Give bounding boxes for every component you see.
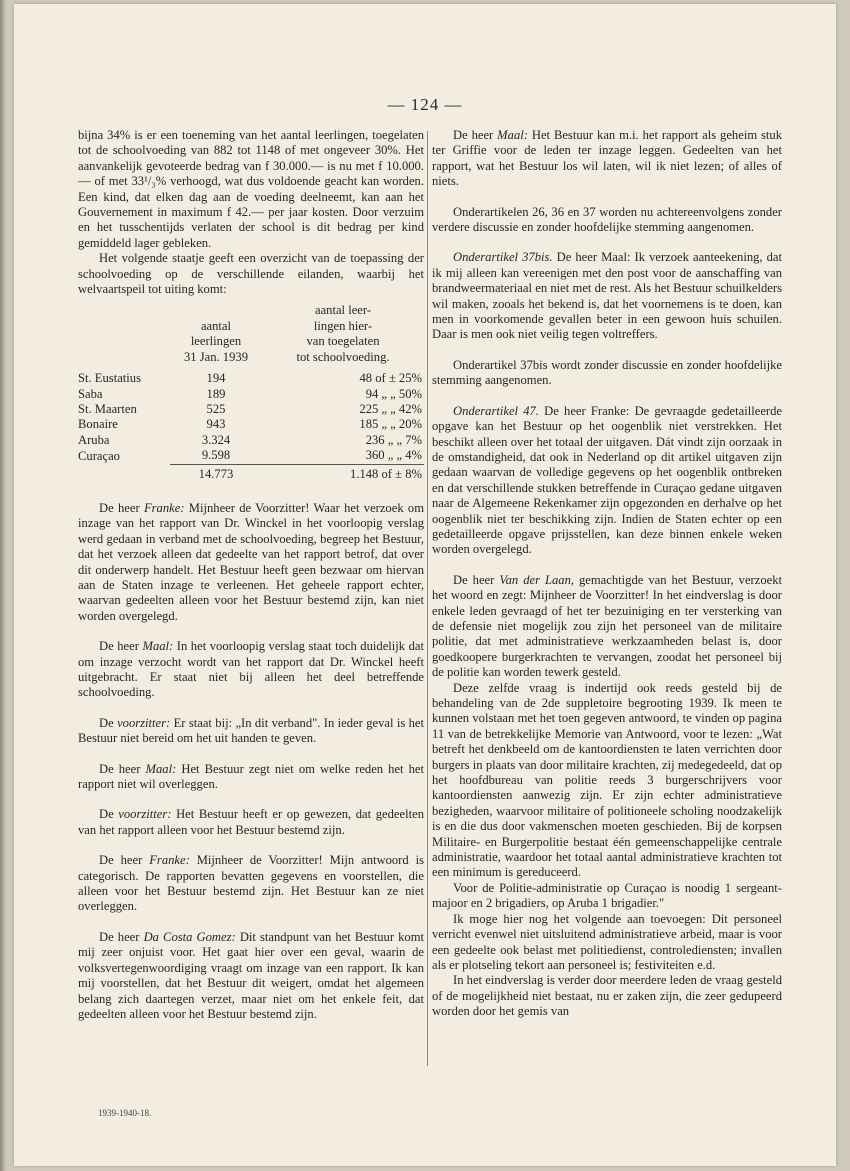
- speaker-name: Da Costa Gomez:: [143, 929, 236, 944]
- speaker-name: Maal:: [142, 639, 174, 654]
- table-cell-admitted: 236 „ „ 7%: [365, 432, 422, 447]
- speaker-name: Van der Laan,: [499, 572, 575, 587]
- speech-paragraph: Deze zelfde vraag is indertijd ook reeds gesteld bij de behandeling van de 2de suppletoire begrooting 1939. Ik meen te kunnen volstaan met het toen gegeven antwoord, te vinden op pagina 11 van de betrekkelijke Memorie van Antwoord, voor te lezen: „Wat betreft het denkbeeld om de kantoordiensten te laten verrichten door burgers in plaats van door militaire krachten, zij medegedeeld, dat op het hoofdbureau van politie reeds 3 burgerschrijvers voor kantoordiensten aanwezig zijn. Er zijn echter administratieve bezigheden, waarvoor militaire of politioneele scholing noodzakelijk is en die dus door vakmenschen moeten geschieden. Bij de korpsen Militaire- en Burgerpolitie bestaat één gemeenschappelijke centrale administratie, waardoor het totaal aantal administratieve krachten tot een minimum is gereduceerd.: [432, 680, 782, 880]
- table-row: [78, 448, 424, 464]
- speech-paragraph: De heer Da Costa Gomez: Dit standpunt van het Bestuur komt mij zeer onjuist voor. Het gaat hier over een geval, waarin de volksvertegenwoordiging vraagt om inzage van een rapport. Ik kan mij voorstellen, dat het Bestuur dit weigert, omdat het algemeen belang zich daartegen verzet, maar niet om het enkele feit, dat gedeelten alleen voor het Bestuur bestemd zijn.: [78, 929, 425, 1021]
- table-cell-place: Bonaire: [78, 417, 118, 432]
- table-header-row: [78, 303, 424, 365]
- table-cell-pupils: 525: [206, 401, 226, 416]
- page-number: — 124 —: [387, 95, 463, 114]
- table-row: [78, 402, 424, 417]
- speech-paragraph: De heer Franke: Mijnheer de Voorzitter! Mijn antwoord is categorisch. De rapporten bevatten gegevens en voorstellen, die alleen voor het Bestuur bestemd zijn. Het Bestuur kan ze niet overleggen.: [78, 853, 424, 914]
- table-row: [78, 387, 424, 402]
- table-cell-pupils: 194: [206, 371, 226, 386]
- page-edge-shadow: [0, 0, 6, 1171]
- header-pupils: aantal leerlingen 31 Jan. 1939: [183, 318, 248, 364]
- table-row: [78, 371, 424, 386]
- speaker-name: voorzitter:: [117, 715, 171, 730]
- table-cell-admitted: 185 „ „ 20%: [359, 417, 422, 432]
- intro-paragraph: Het volgende staatje geeft een overzicht van de toepassing der schoolvoeding op de verschillende eilanden, waarbij het welvaartspeil tot uiting komt:: [78, 251, 424, 297]
- school-feeding-table: [78, 303, 424, 481]
- table-cell-pupils: 943: [206, 417, 226, 432]
- speech-paragraph: Onderartikel 47. De heer Franke: De gevraagde gedetailleerde opgave kan het Bestuur op het oogenblik niet verstrekken. Het beschikt alleen over het totaal der uitgaven. Dát vindt zijn oorzaak in de omstandigheid, dat ook in Nederland op dit artikel uitgaven zijn gedaan waarvan de volledige gegevens op het oogenblik ontbreken en dat verschillende stukken betreffende in Curaçao gedane uitgaven naar de Algemeene Rekenkamer zijn opgezonden en derhalve op het oogenblik niet ter beschikking zijn. Indien de Staten echter op een gedetailleerde opgave prijsstellen, kan deze binnen enkele weken worden overgelegd.: [432, 403, 782, 557]
- table-cell-pupils: 189: [206, 386, 226, 401]
- speech-paragraph: De voorzitter: Het Bestuur heeft er op gewezen, dat gedeelten van het rapport alleen voor het Bestuur bestemd zijn.: [78, 807, 424, 837]
- proceedings-paragraph: Onderartikelen 26, 36 en 37 worden nu achtereenvolgens zonder verdere discussie en zonder hoofdelijke stemming aangenomen.: [432, 204, 782, 235]
- table-total-row: [78, 464, 424, 482]
- total-admitted: 1.148 of ± 8%: [262, 464, 424, 482]
- speech-paragraph: In het eindverslag is verder door meerdere leden de vraag gesteld of de mogelijkheid niet bestaat, nu er zaken zijn, die zeer gedupeerd worden door het gemis van: [432, 973, 782, 1019]
- proceedings-paragraph: Onderartikel 37bis wordt zonder discussie en zonder hoofdelijke stemming aangenomen.: [432, 357, 782, 388]
- speaker-name: Maal:: [497, 128, 528, 142]
- speech-paragraph: Ik moge hier nog het volgende aan toevoegen: Dit personeel verricht evenwel niet uitsluitend administratieve arbeid, maar is voor een gedeelte ook belast met politiedienst, controlediensten; invallen als er plotseling tekort aan personeel is; festiviteiten e.d.: [432, 911, 782, 972]
- table-cell-admitted: 225 „ „ 42%: [359, 401, 422, 416]
- table-cell-pupils: 3.324: [201, 432, 231, 447]
- table-cell-admitted: 48 of ± 25%: [359, 371, 422, 386]
- table-cell-admitted: 360 „ „ 4%: [365, 448, 422, 463]
- article-heading: Onderartikel 37bis.: [453, 250, 553, 265]
- table-cell-admitted: 94 „ „ 50%: [365, 386, 422, 401]
- footer-signature: 1939-1940-18.: [98, 1108, 152, 1118]
- table-row: [78, 417, 424, 432]
- table-row: [78, 433, 424, 448]
- speaker-name: Franke:: [143, 500, 185, 515]
- speech-paragraph: De heer Van der Laan, gemachtigde van het Bestuur, verzoekt het woord en zegt: Mijnheer de Voorzitter! In het eindverslag is door enkele leden gevraagd of het ter bezuiniging en ter versterking van de defensie niet mogelijk zou zijn het personeel van de militaire politie, dat met administratieve werkzaamheden belast is, door goedkoopere burgerkrachten te vervangen, zoodat het personeel bij de politie kan worden tewerk gesteld.: [432, 572, 782, 680]
- article-heading: Onderartikel 47.: [453, 403, 539, 418]
- speech-paragraph: De heer Maal: In het voorloopig verslag staat toch duidelijk dat om inzage verzocht wordt van het rapport dat Dr. Winckel heeft uitgebracht. Er staat niet bij alleen het deel betreffende schoolvoeding.: [78, 639, 425, 700]
- speech-paragraph: De heer Franke: Mijnheer de Voorzitter! Waar het verzoek om inzage van het rapport van Dr. Winckel in het voorloopig verslag werd gedaan in verband met de schoolvoeding, begreep het Bestuur, dat het verzoek alleen dat gedeelte van het rapport betrof, dat over dit onderwerp handelt. Het Bestuur heeft geen bezwaar om hiervan aan de Staten inzage te verleenen. Het geheele rapport echter, waarvan gedeelten alleen voor het Bestuur bestemd zijn, kan niet worden overgelegd.: [78, 500, 424, 623]
- speaker-name: voorzitter:: [118, 807, 172, 822]
- speech-paragraph: Onderartikel 37bis. De heer Maal: Ik verzoek aanteekening, dat ik mij alleen kan vereenigen met den post voor de aanschaffing van brandweermateriaal en niet met de rest. Als het Bestuur schuilkelders wil maken, zooals het bekend is, dat het voornemens is te doen, kan men in voorkomende gevallen beter in een gewoon huis schuilen. Daar is men ook niet veilig tegen voltreffers.: [432, 250, 782, 342]
- header-admitted: aantal leer- lingen hier- van toegelaten tot schoolvoeding.: [296, 303, 390, 364]
- left-column: [78, 128, 424, 1037]
- table-cell-pupils: 9.598: [201, 448, 231, 463]
- column-divider: [427, 131, 428, 1066]
- table-cell-place: St. Maarten: [78, 401, 137, 416]
- table-cell-place: Aruba: [78, 432, 110, 447]
- speaker-name: Franke:: [149, 853, 190, 868]
- total-pupils: 14.773: [170, 464, 262, 482]
- speech-paragraph: De voorzitter: Er staat bij: „In dit verband". In ieder geval is het Bestuur niet bereid om het uit handen te geven.: [78, 715, 424, 746]
- speaker-name: Maal:: [145, 761, 177, 776]
- speech-paragraph: De heer Maal: Het Bestuur zegt niet om welke reden het het rapport niet wil overleggen.: [78, 761, 424, 792]
- speech-paragraph: Voor de Politie-administratie op Curaçao is noodig 1 sergeant-majoor en 2 brigadiers, op Aruba 1 brigadier.": [432, 880, 782, 911]
- intro-paragraph: bijna 34% is er een toeneming van het aantal leerlingen, toegelaten tot de schoolvoeding van 882 tot 1148 of met ongeveer 30%. Het aanvankelijk gevoteerde bedrag van f 30.000.— is nu met f 10.000.— of met 33¹/₃% verhoogd, wat dus voldoende geacht kan worden. Een kind, dat elken dag aan de voeding deelneemt, kan aan het Gouvernement in maximum f 42.— per jaar kosten. Door verzuim en het tusschentijds verlaten der school is dit bedrag per kind gemiddeld lager gebleken.: [78, 128, 424, 250]
- right-column: [432, 128, 782, 1020]
- table-cell-place: Saba: [78, 386, 103, 401]
- table-cell-place: Curaçao: [78, 448, 120, 463]
- table-cell-place: St. Eustatius: [78, 371, 141, 386]
- speech-paragraph: De heer Maal: Het Bestuur kan m.i. het rapport als geheim stuk ter Griffie voor de leden ter inzage leggen. Gedeelten van het rapport, wat het Bestuur los wil laten, wil ik niet lezen; of alles of niets.: [432, 128, 783, 189]
